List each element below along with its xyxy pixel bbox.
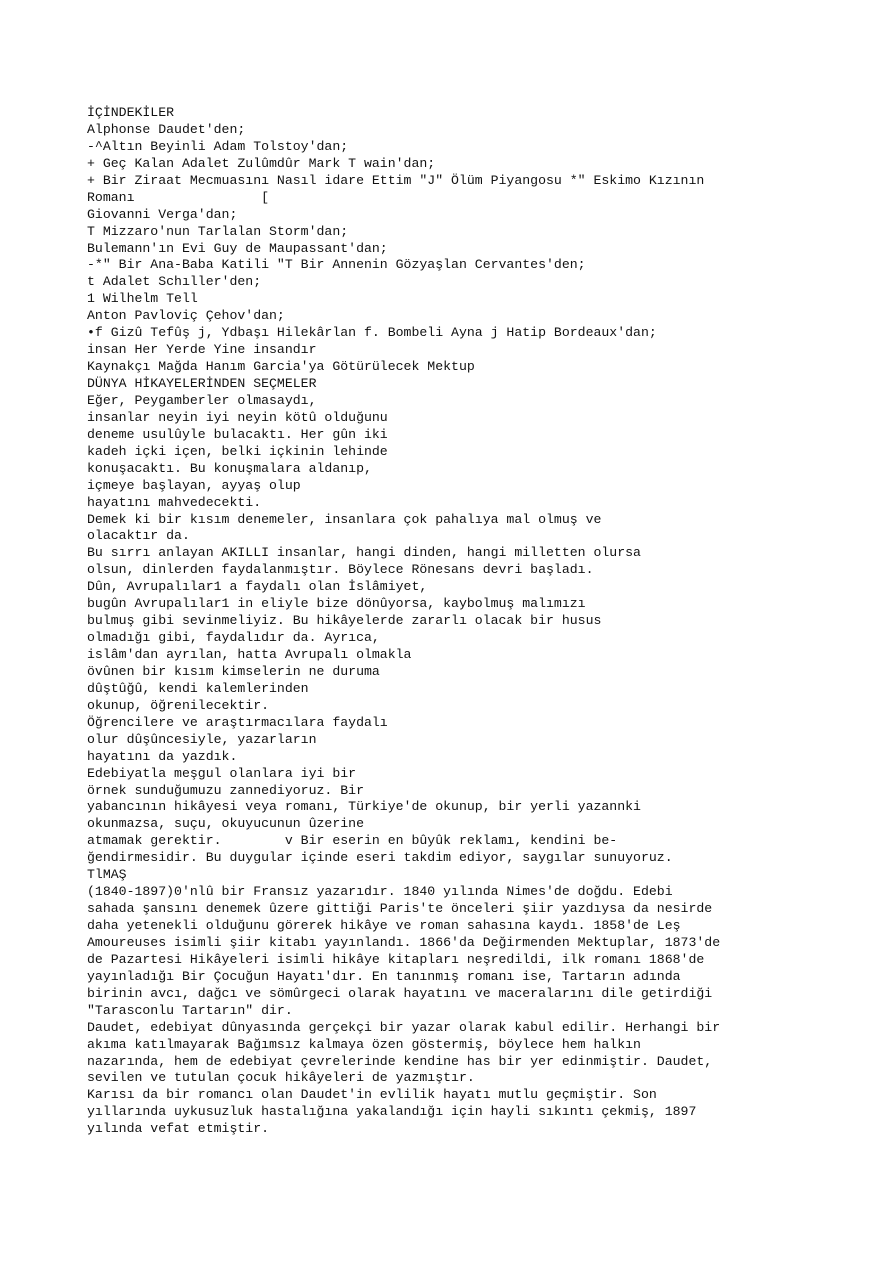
text-line: nazarında, hem de edebiyat çevrelerinde kendine has bir yer edinmiştir. Daudet,: [87, 1053, 713, 1069]
text-line: Daudet, edebiyat dûnyasında gerçekçi bir yazar olarak kabul edilir. Herhangi bir: [87, 1019, 721, 1035]
text-line: Bulemann'ın Evi Guy de Maupassant'dan;: [87, 240, 388, 256]
text-line: olacaktır da.: [87, 528, 190, 544]
text-line: ğendirmesidir. Bu duygular içinde eseri takdim ediyor, saygılar sunuyoruz.: [87, 850, 673, 866]
text-line: konuşacaktı. Bu konuşmalara aldanıp,: [87, 460, 372, 476]
text-line: atmamak gerektir. v Bir eserin en bûyûk reklamı, kendini be-: [87, 833, 618, 849]
text-line: daha yetenekli olduğunu görerek hikâye ve roman sahasına kaydı. 1858'de Leş: [87, 918, 681, 933]
text-line: Eğer, Peygamberler olmasaydı,: [87, 392, 317, 408]
text-line: Bu sırrı anlayan AKILLI insanlar, hangi dinden, hangi milletten olursa: [87, 545, 641, 561]
text-line: islâm'dan ayrılan, hatta Avrupalı olmakla: [87, 647, 412, 662]
text-line: Edebiyatla meşgul olanlara iyi bir: [87, 765, 357, 781]
text-line: 1 Wilhelm Tell: [87, 291, 198, 307]
text-line: olur dûşûncesiyle, yazarların: [87, 731, 317, 747]
text-line: sevilen ve tutulan çocuk hikâyeleri de yazmıştır.: [87, 1070, 475, 1086]
text-line: insan Her Yerde Yine insandır: [87, 342, 317, 358]
text-line: Romanı [: [87, 189, 270, 205]
text-line: Öğrencilere ve araştırmacılara faydalı: [87, 714, 388, 730]
text-line: + Geç Kalan Adalet Zulûmdûr Mark T wain'dan;: [87, 155, 436, 171]
text-line: Alphonse Daudet'den;: [87, 121, 246, 137]
text-line: bugûn Avrupalılar1 in eliyle bize dönûyorsa, kaybolmuş malımızı: [87, 596, 586, 612]
text-line: sahada şansını denemek ûzere gittiği Paris'te önceleri şiir yazdıysa da nesirde: [87, 901, 713, 917]
text-line: DÜNYA HİKAYELERİNDEN SEÇMELER: [87, 376, 317, 391]
text-line: birinin avcı, dağcı ve sömûrgeci olarak hayatını ve maceralarını dile getirdiği: [87, 985, 713, 1001]
text-line: okunmazsa, suçu, okuyucunun ûzerine: [87, 816, 364, 832]
text-line: deneme usulûyle bulacaktı. Her gûn iki: [87, 426, 388, 442]
text-line: •f Gizû Tefûş j, Ydbaşı Hilekârlan f. Bombeli Ayna j Hatip Bordeaux'dan;: [87, 325, 657, 341]
text-line: t Adalet Schıller'den;: [87, 274, 262, 290]
text-line: yayınladığı Bir Çocuğun Hayatı'dır. En tanınmış romanı ise, Tartarın adında: [87, 968, 681, 984]
text-line: -^Altın Beyinli Adam Tolstoy'dan;: [87, 138, 349, 154]
text-line: Karısı da bir romancı olan Daudet'in evlilik hayatı mutlu geçmiştir. Son: [87, 1087, 657, 1103]
text-line: hayatını mahvedecekti.: [87, 494, 262, 510]
text-line: Anton Pavloviç Çehov'dan;: [87, 308, 285, 324]
text-line: Demek ki bir kısım denemeler, insanlara çok pahalıya mal olmuş ve: [87, 511, 602, 527]
text-line: (1840-1897)0'nlû bir Fransız yazarıdır. 1840 yılında Nimes'de doğdu. Edebi: [87, 884, 673, 900]
text-line: kadeh içki içen, belki içkinin lehinde: [87, 443, 388, 459]
text-line: T Mizzaro'nun Tarlalan Storm'dan;: [87, 223, 349, 239]
text-line: hayatını da yazdık.: [87, 748, 238, 764]
text-line: örnek sunduğumuzu zannediyoruz. Bir: [87, 782, 364, 798]
text-line: Kaynakçı Mağda Hanım Garcia'ya Götürülecek Mektup: [87, 359, 475, 375]
text-line: olmadığı gibi, faydalıdır da. Ayrıca,: [87, 630, 380, 646]
text-line: okunup, öğrenilecektir.: [87, 697, 270, 713]
text-line: -*" Bir Ana-Baba Katili "T Bir Annenin Gözyaşlan Cervantes'den;: [87, 257, 586, 273]
text-line: Amoureuses isimli şiir kitabı yayınlandı. 1866'da Değirmenden Mektuplar, 1873'de: [87, 934, 721, 950]
text-line: yılında vefat etmiştir.: [87, 1121, 270, 1137]
text-line: övûnen bir kısım kimselerin ne duruma: [87, 663, 380, 679]
text-line: + Bir Ziraat Mecmuasını Nasıl idare Ettim "J" Ölüm Piyangosu *" Eskimo Kızının: [87, 172, 705, 188]
document-body: [87, 105, 877, 1138]
text-line: yıllarında uykusuzluk hastalığına yakalandığı için hayli sıkıntı çekmiş, 1897: [87, 1104, 697, 1120]
text-line: "Tarasconlu Tartarın" dir.: [87, 1002, 293, 1018]
text-line: bulmuş gibi sevinmeliyiz. Bu hikâyelerde zararlı olacak bir husus: [87, 613, 602, 629]
text-line: yabancının hikâyesi veya romanı, Türkiye'de okunup, bir yerli yazannki: [87, 799, 641, 815]
text-line: Giovanni Verga'dan;: [87, 206, 238, 222]
text-line: TlMAŞ: [87, 867, 127, 883]
text-line: Dûn, Avrupalılar1 a faydalı olan İslâmiyet,: [87, 579, 428, 595]
text-line: içmeye başlayan, ayyaş olup: [87, 477, 301, 493]
text-line: de Pazartesi Hikâyeleri isimli hikâye kitapları neşredildi, ilk romanı 1868'de: [87, 951, 705, 967]
text-line: insanlar neyin iyi neyin kötû olduğunu: [87, 409, 388, 425]
text-line: olsun, dinlerden faydalanmıştır. Böylece Rönesans devri başladı.: [87, 562, 594, 578]
text-line: akıma katılmayarak Bağımsız kalmaya özen göstermiş, böylece hem halkın: [87, 1036, 641, 1052]
text-line: dûştûğû, kendi kalemlerinden: [87, 680, 309, 696]
text-line: İÇİNDEKİLER: [87, 105, 175, 120]
